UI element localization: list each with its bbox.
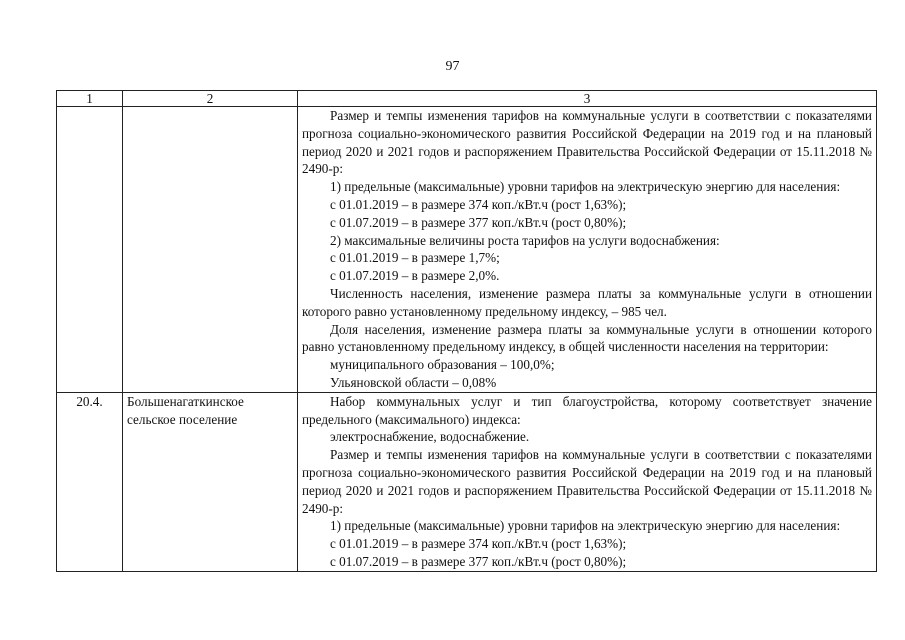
column-header: 2 xyxy=(123,91,298,107)
paragraph: с 01.01.2019 – в размере 374 коп./кВт.ч (рост 1,63%); xyxy=(330,196,627,212)
paragraph: с 01.01.2019 – в размере 374 коп./кВт.ч (рост 1,63%); xyxy=(330,536,627,552)
paragraph: муниципального образования – 100,0%; xyxy=(330,357,555,373)
paragraph: с 01.07.2019 – в размере 377 коп./кВт.ч (рост 0,80%); xyxy=(330,214,627,230)
document-table xyxy=(56,90,877,572)
paragraph: Доля населения, изменение размера платы за коммунальные услуги в отношении которого равно установленному предельному индексу, в общей численности населения на территории: xyxy=(302,321,872,355)
description-cell xyxy=(298,392,877,571)
settlement-name-cell: Большенагаткинское сельское поселение xyxy=(123,392,298,571)
paragraph: Ульяновской области – 0,08% xyxy=(330,374,497,390)
paragraph: Размер и темпы изменения тарифов на коммунальные услуги в соответствии с показателями прогноза социально-экономического развития Российской Федерации на 2019 год и на плановый период 2020 и 2021 годов и распоряжением Правительства Российской Федерации от 15.11.2018 № 2490-р: xyxy=(302,447,872,516)
paragraph: Численность населения, изменение размера платы за коммунальные услуги в отношении которого равно установленному предельному индексу, – 985 чел. xyxy=(302,285,872,319)
paragraph: Набор коммунальных услуг и тип благоустройства, которому соответствует значение предельного (максимального) индекса: xyxy=(302,393,872,427)
table-row xyxy=(57,107,877,393)
paragraph: электроснабжение, водоснабжение. xyxy=(330,429,530,445)
paragraph: 2) максимальные величины роста тарифов на услуги водоснабжения: xyxy=(330,232,720,248)
column-header: 1 xyxy=(57,91,123,107)
table-header-row xyxy=(57,91,877,107)
paragraph: с 01.07.2019 – в размере 2,0%. xyxy=(330,268,500,284)
paragraph: 1) предельные (максимальные) уровни тарифов на электрическую энергию для населения: xyxy=(330,518,841,534)
column-header: 3 xyxy=(298,91,877,107)
paragraph: с 01.01.2019 – в размере 1,7%; xyxy=(330,250,500,266)
paragraph: Размер и темпы изменения тарифов на коммунальные услуги в соответствии с показателями прогноза социально-экономического развития Российской Федерации на 2019 год и на плановый период 2020 и 2021 годов и распоряжением Правительства Российской Федерации от 15.11.2018 № 2490-р: xyxy=(302,108,872,177)
row-number-cell xyxy=(57,107,123,393)
table-row xyxy=(57,392,877,571)
settlement-name-cell xyxy=(123,107,298,393)
description-cell xyxy=(298,107,877,393)
paragraph: 1) предельные (максимальные) уровни тарифов на электрическую энергию для населения: xyxy=(330,179,841,195)
page-number: 97 xyxy=(445,59,460,74)
paragraph: с 01.07.2019 – в размере 377 коп./кВт.ч (рост 0,80%); xyxy=(330,553,627,569)
row-number-cell: 20.4. xyxy=(57,392,123,571)
